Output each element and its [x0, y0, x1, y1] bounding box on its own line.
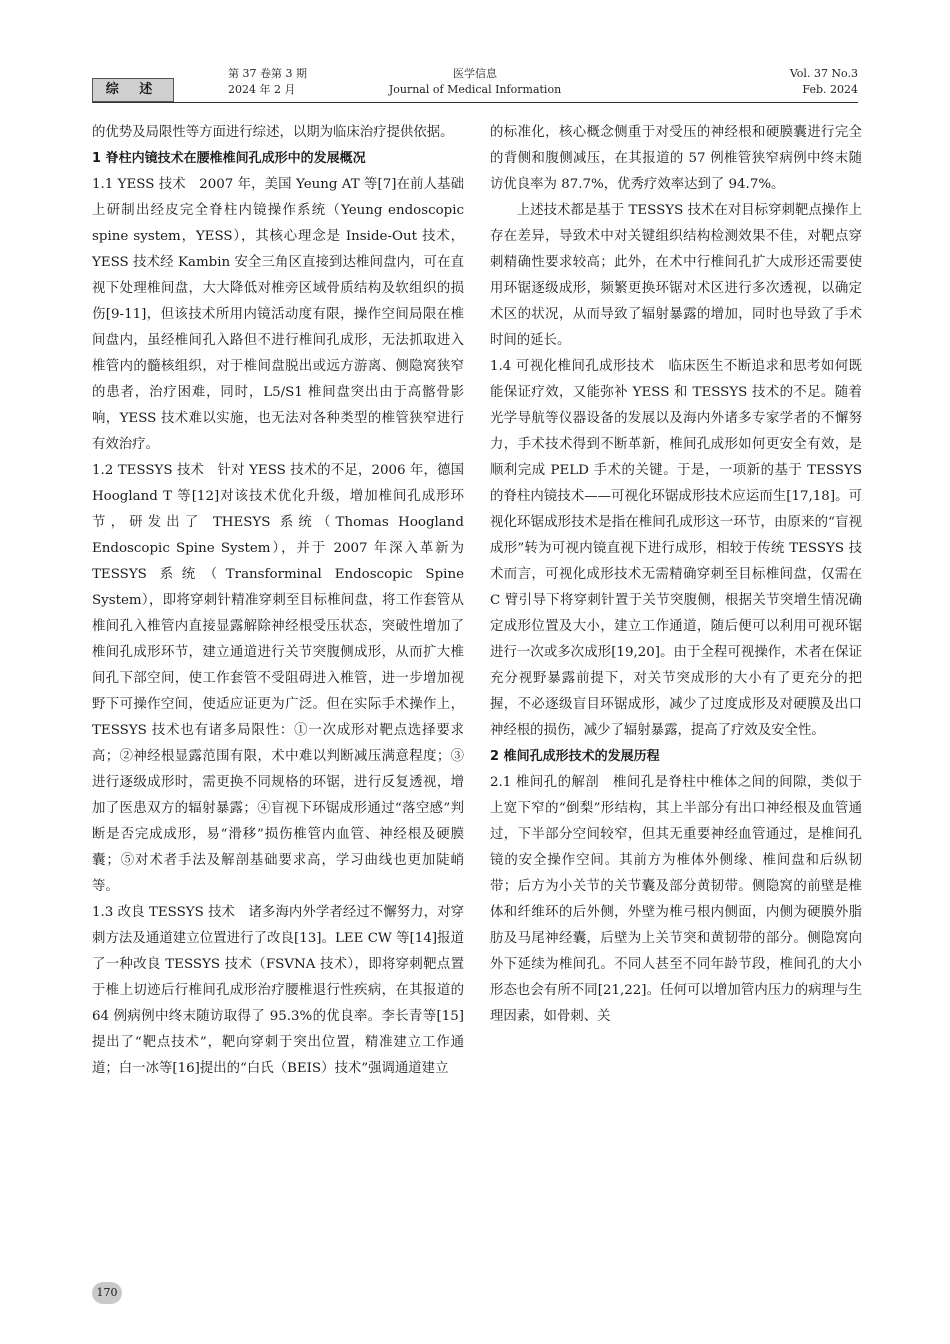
page-header	[0, 0, 950, 110]
right-column	[490, 120, 862, 1030]
header-journal-cn: 医学信息	[453, 67, 497, 80]
paragraph: 上述技术都是基于 TESSYS 技术在对目标穿刺靶点操作上存在差异，导致术中对关键组织结构检测效果不佳，对靶点穿刺精确性要求较高；此外，在术中行椎间孔扩大成形还需要使用环锯逐级成形，频繁更换环锯对术区进行多次透视，以确定术区的状况，从而导致了辐射暴露的增加，同时也导致了手术时间的延长。	[490, 203, 862, 348]
paragraph: 1.1 YESS 技术 2007 年，美国 Yeung AT 等[7]在前人基础上研制出经皮完全脊柱内镜操作系统（Yeung endoscopic spine system，YESS），其核心理念是 Inside-Out 技术，YESS 技术经 Kambin 安全三角区直接到达椎间盘内，可在直视下处理椎间盘，大大降低对椎旁区域骨质结构及软组织的损伤[9-11]，但该技术所用内镜活动度有限，操作空间局限在椎间盘内，虽经椎间孔入路但不进行椎间孔成形，无法抓取进入椎管内的髓核组织，对于椎间盘脱出或远方游离、侧隐窝狭窄的患者，治疗困难，同时，L5/S1 椎间盘突出由于高髂骨影响，YESS 技术难以实施，也无法对各种类型的椎管狭窄进行有效治疗。	[92, 177, 464, 452]
header-journal-en: Journal of Medical Information	[388, 83, 562, 96]
header-date-cn: 2024 年 2 月	[228, 83, 296, 96]
paragraph: 1.3 改良 TESSYS 技术 诸多海内外学者经过不懈努力，对穿刺方法及通道建立位置进行了改良[13]。LEE CW 等[14]报道了一种改良 TESSYS 技术（FSVNA 技术），即将穿刺靶点置于椎上切迹后行椎间孔成形治疗腰椎退行性疾病，在其报道的 64 例病例中终末随访取得了 95.3%的优良率。李长青等[15]提出了“靶点技术”，靶向穿刺于突出位置，精准建立工作通道；白一冰等[16]提出的“白氏（BEIS）技术”强调通道建立	[92, 905, 464, 1076]
header-volume-cn-line: 第 37 卷第 3 期	[228, 67, 307, 80]
header-volume-en-line: Vol. 37 No.3	[789, 67, 858, 80]
paragraph: 的标准化，核心概念侧重于对受压的神经根和硬膜囊进行完全的背侧和腹侧减压，在其报道的 57 例椎管狭窄病例中终末随访优良率为 87.7%，优秀疗效率达到了 94.7%。	[490, 125, 862, 192]
header-date-en: Feb. 2024	[802, 83, 858, 96]
paragraph: 1.2 TESSYS 技术 针对 YESS 技术的不足，2006 年，德国 Hoogland T 等[12]对该技术优化升级，增加椎间孔成形环节，研发出了 THESYS 系统（Thomas Hoogland Endoscopic Spine System），并于 2007 年深入革新为 TESSYS 系统（Transforminal Endoscopic Spine System），即将穿刺针精准穿刺至目标椎间盘，将工作套管从椎间孔入椎管内直接显露解除神经根受压状态，突破性增加了椎间孔成形环节，建立通道进行关节突腹侧成形，从而扩大椎间孔下部空间，使工作套管不受阻碍进入椎管，进一步增加视野下可操作空间，使适应证更为广泛。但在实际手术操作上，TESSYS 技术也有诸多局限性：①一次成形对靶点选择要求高；②神经根显露范围有限，术中难以判断减压满意程度；③进行逐级成形时，需更换不同规格的环锯，进行反复透视，增加了医患双方的辐射暴露；④盲视下环锯成形通过“落空感”判断是否完成成形，易“滑移”损伤椎管内血管、神经根及硬膜囊；⑤对术者手法及解剖基础要求高，学习曲线也更加陡峭等。	[92, 463, 464, 894]
page-number: 170	[92, 1282, 122, 1304]
header-divider	[92, 102, 858, 103]
paragraph: 2.1 椎间孔的解剖 椎间孔是脊柱中椎体之间的间隙，类似于上宽下窄的“倒梨”形结构，其上半部分有出口神经根及血管通过，下半部分空间较窄，但其无重要神经血管通过，是椎间孔镜的安全操作空间。其前方为椎体外侧缘、椎间盘和后纵韧带；后方为小关节的关节囊及部分黄韧带。侧隐窝的前壁是椎体和纤维环的后外侧，外壁为椎弓根内侧面，内侧为硬膜外脂肪及马尾神经囊，后壁为上关节突和黄韧带的部分。侧隐窝向外下延续为椎间孔。不同人甚至不同年龄节段，椎间孔的大小形态也会有所不同[21,22]。任何可以增加管内压力的病理与生理因素，如骨刺、关	[490, 775, 862, 1024]
section-heading: 2 椎间孔成形技术的发展历程	[490, 749, 660, 764]
paragraph: 的优势及局限性等方面进行综述，以期为临床治疗提供依据。	[92, 125, 454, 140]
paragraph: 1.4 可视化椎间孔成形技术 临床医生不断追求和思考如何既能保证疗效，又能弥补 YESS 和 TESSYS 技术的不足。随着光学导航等仪器设备的发展以及海内外诸多专家学者的不懈努力，手术技术得到不断革新，椎间孔成形如何更安全有效，是顺利完成 PELD 手术的关键。于是，一项新的基于 TESSYS 的脊柱内镜技术——可视化环锯成形技术应运而生[17,18]。可视化环锯成形技术是指在椎间孔成形这一环节，由原来的“盲视成形”转为可视内镜直视下进行成形，相较于传统 TESSYS 技术而言，可视化成形技术无需精确穿刺至目标椎间盘，仅需在 C 臂引导下将穿刺针置于关节突腹侧，根据关节突增生情况确定成形位置及大小，建立工作通道，随后便可以利用可视环锯进行一次或多次成形[19,20]。由于全程可视操作，术者在保证充分视野暴露前提下，对关节突成形的大小有了更充分的把握，不必逐级盲目环锯成形，减少了过度成形及对硬膜及出口神经根的损伤，减少了辐射暴露，提高了疗效及安全性。	[490, 359, 862, 738]
section-tag: 综 述	[92, 78, 174, 102]
header-volume-en	[790, 66, 858, 98]
section-heading: 1 脊柱内镜技术在腰椎椎间孔成形中的发展概况	[92, 151, 366, 166]
left-column	[92, 120, 464, 1082]
